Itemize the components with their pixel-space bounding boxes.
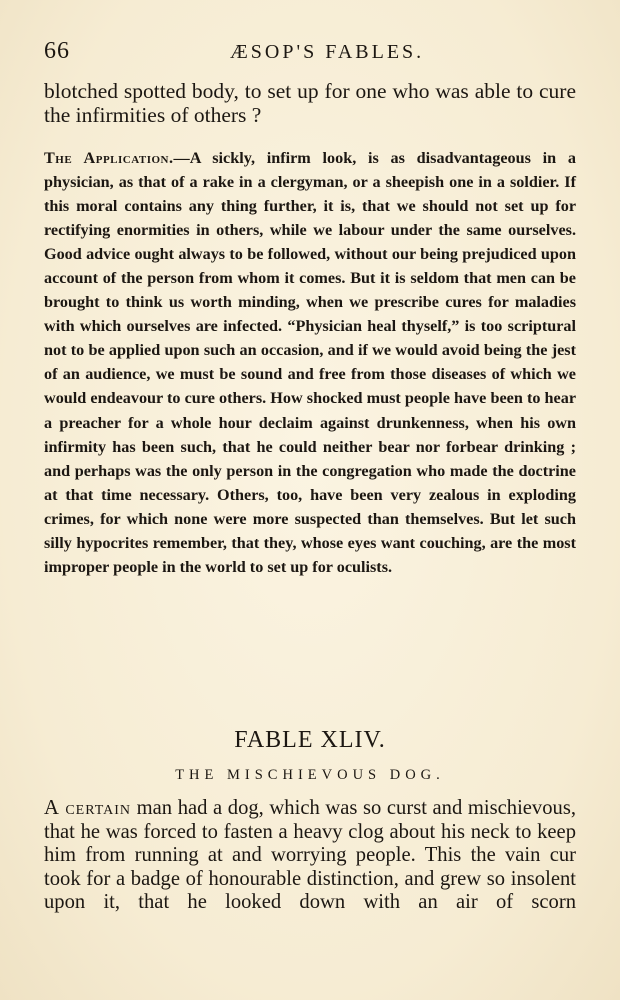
fable-paragraph	[44, 797, 576, 915]
running-head	[44, 38, 574, 68]
page-number: 66	[44, 38, 70, 64]
application-text: —A sickly, infirm look, is as disadvantageous in a physician, as that of a rake in a clergyman, or a sheepish one in a soldier. If this moral contains any thing further, it is, that we should not set up for rectifying enormities in others, while we labour under the same ourselves. Good advice ought always to be followed, without our being prejudiced upon account of the person from whom it comes. But it is seldom that men can be brought to think us worth minding, when we prescribe cures for maladies with which ourselves are infected. “Physician heal thyself,” is too scriptural not to be applied upon such an occasion, and if we would avoid being the jest of an audience, we must be sound and free from those diseases of which we would endeavour to cure others. How shocked must people have been to hear a preacher for a whole hour declaim against drunkenness, when his own infirmity has been such, that he could neither bear nor forbear drinking ; and perhaps was the only person in the congregation who made the doctrine at that time necessary. Others, too, have been very zealous in exploding crimes, for which none were more suspected than themselves. But let such silly hypocrites remember, that they, whose eyes want couching, are the most improper people in the world to set up for oculists.	[44, 149, 576, 576]
fable-number: FABLE XLIV.	[234, 727, 386, 753]
fable-title: THE MISCHIEVOUS DOG.	[175, 767, 445, 783]
fable-lead-words: A certain	[44, 797, 132, 819]
continued-paragraph: blotched spotted body, to set up for one who was able to cure the infirmities of others ?	[44, 79, 576, 127]
running-title: ÆSOP'S FABLES.	[230, 41, 425, 63]
fable-text: man had a dog, which was so curst and mischievous, that he was forced to fasten a heavy clog about his neck to keep him from running at and worrying people. This the vain cur took for a badge of honourable distinction, and grew so insolent upon it, that he looked down with an air of scorn	[44, 797, 576, 913]
application-paragraph	[44, 146, 576, 579]
application-label: The Application.	[44, 149, 174, 167]
